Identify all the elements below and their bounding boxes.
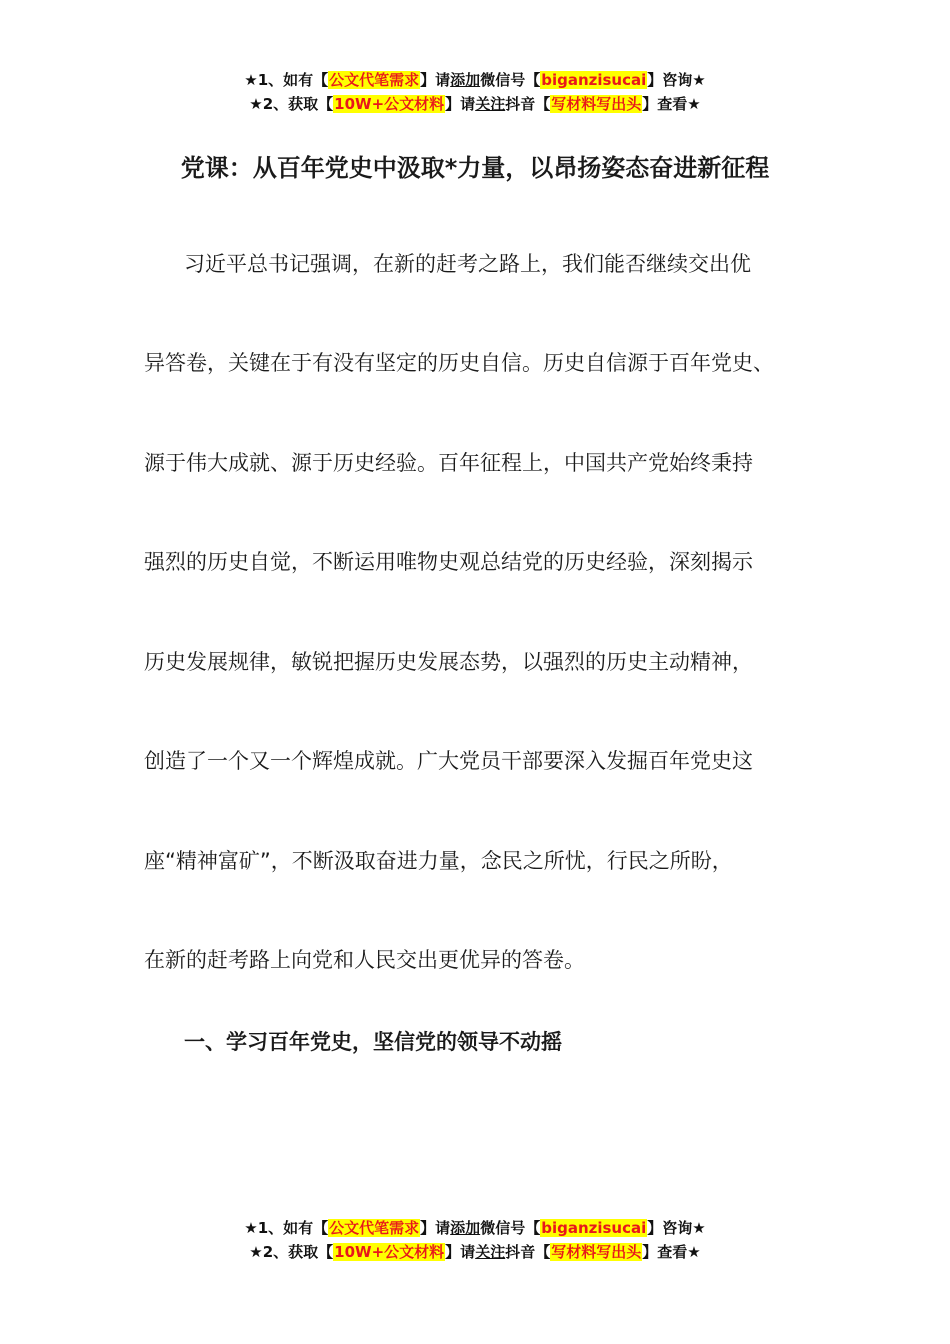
paragraph-line: 历史发展规律，敏锐把握历史发展态势，以强烈的历史主动精神， — [144, 650, 753, 674]
underlined-follow: 关注 — [475, 95, 506, 113]
paragraph-line: 座“精神富矿”，不断汲取奋进力量，念民之所忧，行民之所盼， — [144, 849, 733, 873]
star-icon: ★ — [249, 95, 263, 113]
highlight-wechat-id: biganzisucai — [541, 1219, 647, 1237]
banner-text: 微信号【 — [480, 1219, 541, 1237]
banner-text: 】请 — [445, 1243, 476, 1261]
banner-text: 1、如有【 — [257, 71, 329, 89]
highlight-ghostwriting: 公文代笔需求 — [329, 1219, 420, 1237]
banner-text: 】查看 — [642, 1243, 688, 1261]
banner-text: 】咨询 — [647, 1219, 693, 1237]
footer-banner — [0, 1216, 950, 1264]
banner-text: 2、获取【 — [262, 1243, 334, 1261]
underlined-add: 添加 — [450, 71, 481, 89]
banner-line-1 — [0, 68, 950, 92]
star-icon: ★ — [687, 1243, 701, 1261]
banner-line-2 — [0, 1240, 950, 1264]
highlight-douyin-account: 写材料写出头 — [551, 95, 642, 113]
highlight-materials: 10W+公文材料 — [334, 95, 445, 113]
banner-text: 微信号【 — [480, 71, 541, 89]
highlight-douyin-account: 写材料写出头 — [551, 1243, 642, 1261]
paragraph-line: 源于伟大成就、源于历史经验。百年征程上，中国共产党始终秉持 — [144, 451, 753, 475]
star-icon: ★ — [692, 1219, 706, 1237]
banner-text: 抖音【 — [505, 95, 551, 113]
banner-text: 】请 — [420, 1219, 451, 1237]
star-icon: ★ — [692, 71, 706, 89]
banner-text: 】咨询 — [647, 71, 693, 89]
banner-text: 】请 — [445, 95, 476, 113]
underlined-add: 添加 — [450, 1219, 481, 1237]
star-icon: ★ — [244, 1219, 258, 1237]
paragraph-line: 在新的赶考路上向党和人民交出更优异的答卷。 — [144, 948, 585, 972]
highlight-materials: 10W+公文材料 — [334, 1243, 445, 1261]
banner-text: 1、如有【 — [257, 1219, 329, 1237]
paragraph-line: 习近平总书记强调，在新的赶考之路上，我们能否继续交出优 — [184, 252, 751, 276]
underlined-follow: 关注 — [475, 1243, 506, 1261]
banner-text: 抖音【 — [505, 1243, 551, 1261]
paragraph-line: 强烈的历史自觉，不断运用唯物史观总结党的历史经验，深刻揭示 — [144, 550, 753, 574]
highlight-ghostwriting: 公文代笔需求 — [329, 71, 420, 89]
banner-text: 】查看 — [642, 95, 688, 113]
star-icon: ★ — [687, 95, 701, 113]
document-title: 党课：从百年党史中汲取*力量，以昂扬姿态奋进新征程 — [180, 154, 770, 182]
section-heading: 一、学习百年党史，坚信党的领导不动摇 — [184, 1030, 562, 1054]
banner-line-1 — [0, 1216, 950, 1240]
banner-text: 】请 — [420, 71, 451, 89]
paragraph-line: 异答卷，关键在于有没有坚定的历史自信。历史自信源于百年党史、 — [144, 351, 774, 375]
star-icon: ★ — [249, 1243, 263, 1261]
header-banner — [0, 68, 950, 116]
highlight-wechat-id: biganzisucai — [541, 71, 647, 89]
star-icon: ★ — [244, 71, 258, 89]
banner-text: 2、获取【 — [262, 95, 334, 113]
paragraph-line: 创造了一个又一个辉煌成就。广大党员干部要深入发掘百年党史这 — [144, 749, 753, 773]
banner-line-2 — [0, 92, 950, 116]
